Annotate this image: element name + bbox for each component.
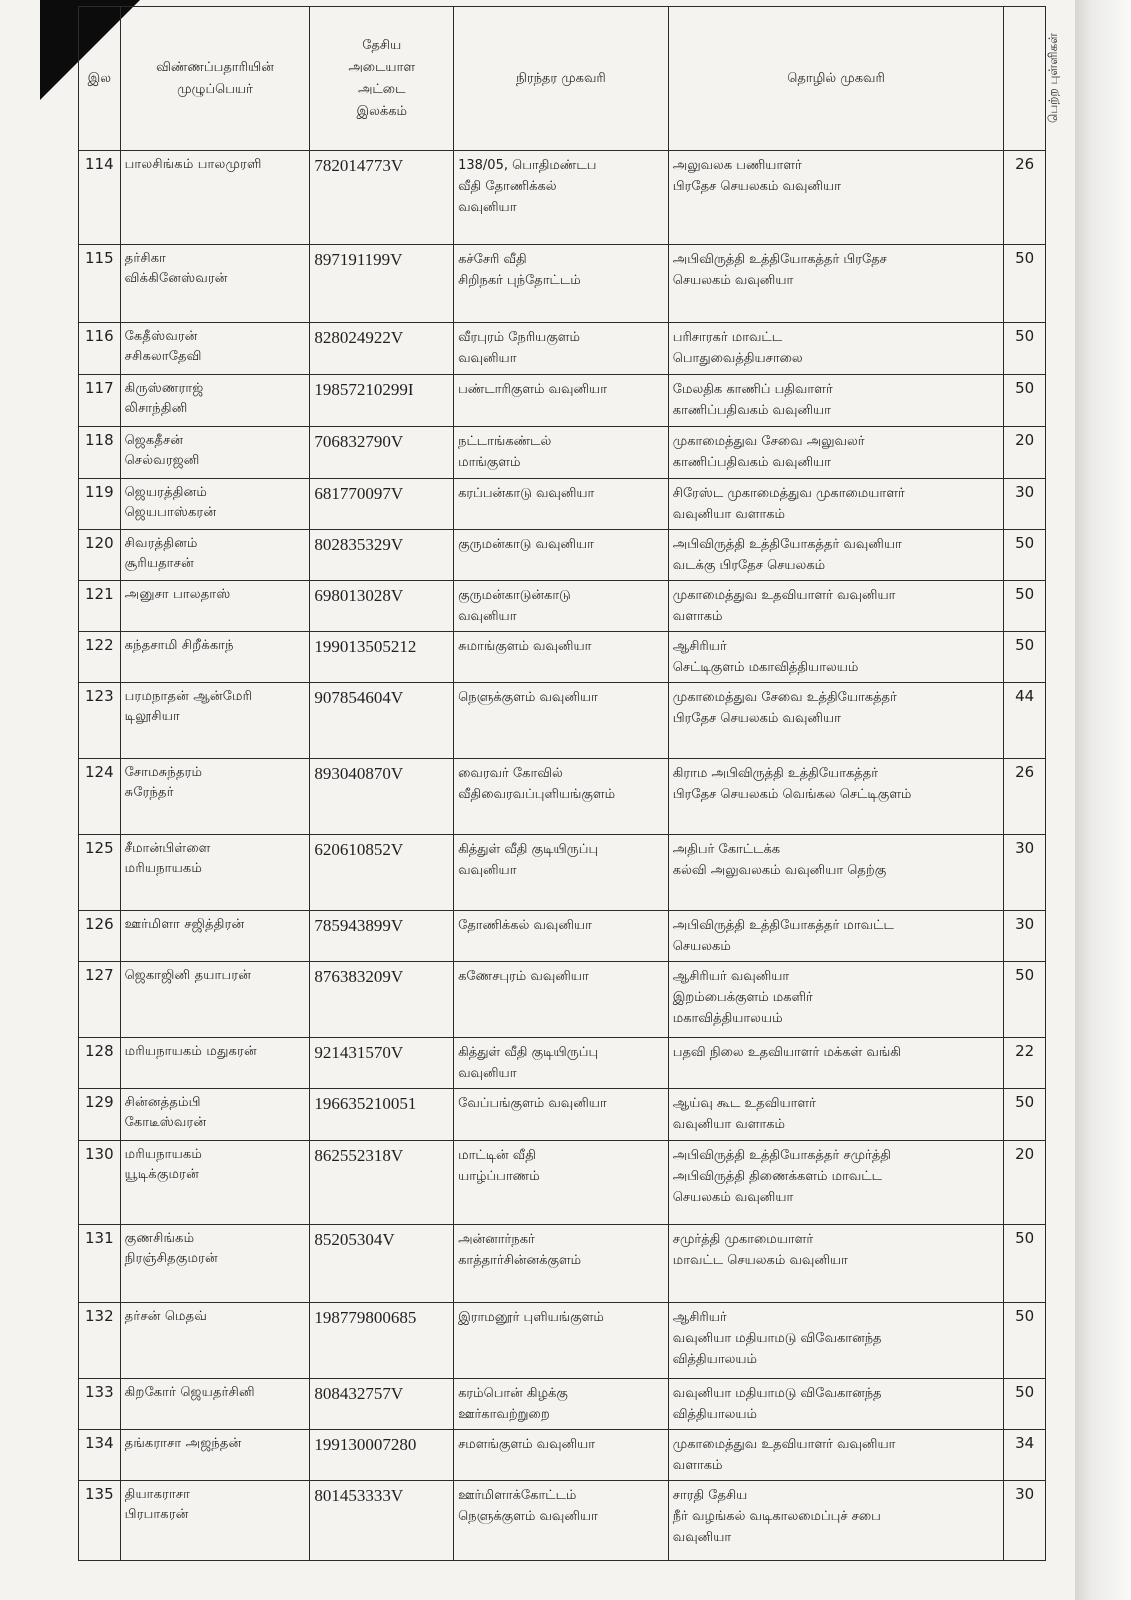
permanent-address-text: குருமன்காடுன்காடு வவுனியா: [458, 588, 571, 624]
serial-number: [79, 759, 121, 835]
marks-obtained: [1004, 1303, 1046, 1379]
serial-number: [79, 911, 121, 962]
permanent-address-text: இராமனூர் புளியங்குளம்: [458, 1310, 604, 1325]
nic-number-text: 196635210051: [314, 1094, 417, 1113]
table-row: [79, 1303, 1046, 1379]
work-address: [668, 962, 1004, 1038]
work-address-text: அலுவலக பணியாளர் பிரதேச செயலகம் வவுனியா: [672, 158, 841, 194]
work-address-text: பரிசாரகர் மாவட்ட பொதுவைத்தியசாலை: [672, 330, 803, 366]
nic-number-text: 802835329V: [314, 535, 404, 554]
applicant-name: [120, 375, 310, 427]
applicant-name: [120, 245, 310, 323]
permanent-address-text: பண்டாரிகுளம் வவுனியா: [458, 382, 607, 397]
marks-obtained: [1004, 1225, 1046, 1303]
nic-number-text: 921431570V: [314, 1043, 404, 1062]
nic-number-text: 198779800685: [314, 1308, 417, 1327]
nic-number: [310, 581, 454, 632]
nic-number: [310, 151, 454, 245]
serial-number: [79, 530, 121, 581]
serial-number: [79, 1038, 121, 1089]
serial-number-text: 116: [85, 327, 114, 345]
nic-number-text: 785943899V: [314, 916, 404, 935]
work-address-text: சிரேஸ்ட முகாமைத்துவ முகாமையாளர் வவுனியா வளாகம்: [672, 486, 905, 522]
applicant-name: [120, 151, 310, 245]
serial-number: [79, 1481, 121, 1561]
work-address-text: சாரதி தேசிய நீர் வழங்கல் வடிகாலமைப்புச் சபை வவுனியா: [672, 1488, 881, 1545]
marks-obtained: [1004, 323, 1046, 375]
work-address-text: அபிவிருத்தி உத்தியோகத்தர் பிரதேச செயலகம் வவுனியா: [672, 252, 887, 288]
applicant-name-text: ஊர்மிளா சஜித்திரன்: [124, 917, 245, 932]
serial-number-text: 124: [85, 763, 114, 781]
table-row: [79, 835, 1046, 911]
serial-number: [79, 245, 121, 323]
marks-obtained: [1004, 1481, 1046, 1561]
permanent-address-text: வேப்பங்குளம் வவுனியா: [458, 1096, 607, 1111]
marks-obtained: [1004, 962, 1046, 1038]
marks-obtained-text: 44: [1015, 687, 1035, 705]
applicant-name-text: கேதீஸ்வரன் சசிகலாதேவி: [124, 329, 202, 364]
header-name: விண்ணப்பதாரியின் முழுப்பெயர்: [120, 7, 310, 151]
page-edge-shadow: [1075, 0, 1131, 1600]
applicant-name: [120, 479, 310, 530]
serial-number-text: 122: [85, 636, 114, 654]
marks-obtained-text: 50: [1015, 1229, 1035, 1247]
applicant-name-text: கிறகோர் ஜெயதர்சினி: [124, 1385, 255, 1400]
work-address-text: ஆசிரியர் வவுனியா இறம்பைக்குளம் மகளிர் மகாவித்தியாலயம்: [672, 969, 813, 1026]
permanent-address: [454, 1430, 669, 1481]
serial-number: [79, 962, 121, 1038]
applicant-name: [120, 1038, 310, 1089]
serial-number-text: 126: [85, 915, 114, 933]
table-row: [79, 1430, 1046, 1481]
serial-number-text: 133: [85, 1383, 114, 1401]
table-row: [79, 1038, 1046, 1089]
permanent-address-text: கித்துள் வீதி குடியிருப்பு வவுனியா: [458, 1045, 599, 1081]
header-marks: பெற்ற புள்ளிகள்: [1004, 7, 1046, 151]
applicant-name: [120, 427, 310, 479]
table-row: [79, 530, 1046, 581]
nic-number-text: 698013028V: [314, 586, 404, 605]
header-address: நிரந்தர முகவரி: [454, 7, 669, 151]
applicant-name: [120, 1430, 310, 1481]
table-row: [79, 1141, 1046, 1225]
applicant-name: [120, 683, 310, 759]
marks-obtained-text: 26: [1015, 763, 1035, 781]
permanent-address-text: கச்சேரி வீதி சிறிநகர் புந்தோட்டம்: [458, 252, 581, 288]
marks-obtained-text: 50: [1015, 1383, 1035, 1401]
permanent-address: [454, 1481, 669, 1561]
nic-number-text: 199130007280: [314, 1435, 417, 1454]
marks-obtained-text: 50: [1015, 966, 1035, 984]
applicant-table: [78, 6, 1061, 1561]
work-address: [668, 479, 1004, 530]
work-address-text: கிராம அபிவிருத்தி உத்தியோகத்தர் பிரதேச செயலகம் வெங்கல செட்டிகுளம்: [672, 766, 912, 802]
applicant-name: [120, 323, 310, 375]
table-row: [79, 632, 1046, 683]
nic-number: [310, 1481, 454, 1561]
permanent-address-text: கரப்பன்காடு வவுனியா: [458, 486, 595, 501]
applicant-name-text: தங்கராசா அஜந்தன்: [124, 1436, 242, 1451]
table-row: [79, 151, 1046, 245]
permanent-address-text: தோணிக்கல் வவுனியா: [458, 918, 592, 933]
applicant-name-text: தர்சிகா விக்கினேஸ்வரன்: [124, 251, 228, 286]
applicant-name-text: சீமான்பிள்ளை மரியநாயகம்: [124, 841, 211, 876]
permanent-address: [454, 759, 669, 835]
serial-number-text: 134: [85, 1434, 114, 1452]
serial-number-text: 121: [85, 585, 114, 603]
permanent-address: [454, 1089, 669, 1141]
applicant-name-text: மரியநாயகம் மதுகரன்: [124, 1044, 257, 1059]
marks-obtained: [1004, 151, 1046, 245]
marks-obtained-text: 50: [1015, 1307, 1035, 1325]
marks-obtained: [1004, 1038, 1046, 1089]
permanent-address-text: நெளுக்குளம் வவுனியா: [458, 690, 598, 705]
permanent-address-text: கித்துள் வீதி குடியிருப்பு வவுனியா: [458, 842, 599, 878]
marks-obtained: [1004, 427, 1046, 479]
marks-obtained: [1004, 911, 1046, 962]
serial-number: [79, 1225, 121, 1303]
work-address: [668, 835, 1004, 911]
nic-number-text: 681770097V: [314, 484, 404, 503]
marks-obtained-text: 50: [1015, 534, 1035, 552]
permanent-address: [454, 911, 669, 962]
nic-number: [310, 962, 454, 1038]
marks-obtained: [1004, 632, 1046, 683]
serial-number-text: 115: [85, 249, 114, 267]
applicant-name: [120, 632, 310, 683]
work-address-text: ஆய்வு கூட உதவியாளர் வவுனியா வளாகம்: [672, 1096, 816, 1132]
permanent-address: [454, 375, 669, 427]
nic-number: [310, 683, 454, 759]
work-address: [668, 530, 1004, 581]
serial-number: [79, 479, 121, 530]
marks-obtained: [1004, 1430, 1046, 1481]
applicant-name: [120, 911, 310, 962]
marks-obtained: [1004, 245, 1046, 323]
marks-obtained-text: 20: [1015, 431, 1035, 449]
applicant-name-text: கிருஸ்ணராஜ் லிசாந்தினி: [124, 381, 204, 416]
table-row: [79, 245, 1046, 323]
marks-obtained-text: 30: [1015, 915, 1035, 933]
permanent-address: [454, 323, 669, 375]
work-address: [668, 427, 1004, 479]
marks-obtained-text: 50: [1015, 1093, 1035, 1111]
permanent-address: [454, 1303, 669, 1379]
marks-obtained: [1004, 1141, 1046, 1225]
nic-number: [310, 323, 454, 375]
serial-number-text: 119: [85, 483, 114, 501]
work-address: [668, 245, 1004, 323]
serial-number: [79, 1430, 121, 1481]
permanent-address-text: சுமாங்குளம் வவுனியா: [458, 639, 592, 654]
permanent-address-text: சமளங்குளம் வவுனியா: [458, 1437, 596, 1452]
nic-number: [310, 1303, 454, 1379]
serial-number: [79, 835, 121, 911]
work-address: [668, 1481, 1004, 1561]
applicant-name: [120, 1481, 310, 1561]
work-address-text: சமுர்த்தி முகாமையாளர் மாவட்ட செயலகம் வவுனியா: [672, 1232, 848, 1268]
serial-number-text: 130: [85, 1145, 114, 1163]
marks-obtained-text: 22: [1015, 1042, 1035, 1060]
work-address-text: முகாமைத்துவ உதவியாளர் வவுனியா வளாகம்: [672, 588, 896, 624]
marks-obtained-text: 30: [1015, 483, 1035, 501]
table-row: [79, 1089, 1046, 1141]
work-address: [668, 1430, 1004, 1481]
nic-number: [310, 835, 454, 911]
nic-number-text: 876383209V: [314, 967, 404, 986]
table-row: [79, 1481, 1046, 1561]
marks-obtained: [1004, 530, 1046, 581]
nic-number-text: 706832790V: [314, 432, 404, 451]
nic-number: [310, 479, 454, 530]
marks-obtained-text: 34: [1015, 1434, 1035, 1452]
work-address: [668, 1225, 1004, 1303]
work-address-text: ஆசிரியர் செட்டிகுளம் மகாவித்தியாலயம்: [672, 639, 859, 675]
nic-number-text: 808432757V: [314, 1384, 404, 1403]
permanent-address: [454, 581, 669, 632]
nic-number: [310, 245, 454, 323]
marks-obtained-text: 50: [1015, 327, 1035, 345]
applicant-name-text: சின்னத்தம்பி கோடீஸ்வரன்: [124, 1095, 207, 1130]
applicant-name: [120, 835, 310, 911]
nic-number-text: 828024922V: [314, 328, 404, 347]
work-address-text: வவுனியா மதியாமடு விவேகானந்த வித்தியாலயம்: [672, 1386, 882, 1422]
applicant-name: [120, 530, 310, 581]
marks-obtained-text: 50: [1015, 636, 1035, 654]
serial-number-text: 129: [85, 1093, 114, 1111]
serial-number: [79, 1089, 121, 1141]
nic-number-text: 782014773V: [314, 156, 404, 175]
marks-obtained: [1004, 1379, 1046, 1430]
marks-obtained: [1004, 479, 1046, 530]
table-row: [79, 479, 1046, 530]
permanent-address-text: கணேசபுரம் வவுனியா: [458, 969, 589, 984]
serial-number: [79, 427, 121, 479]
work-address-text: மேலதிக காணிப் பதிவாளர் காணிப்பதிவகம் வவுனியா: [672, 382, 833, 418]
applicant-name-text: கந்தசாமி சிறீக்காந்: [124, 638, 234, 653]
header-sn: இல: [79, 7, 121, 151]
nic-number: [310, 1141, 454, 1225]
applicant-name-text: பாலசிங்கம் பாலமுரளி: [124, 157, 262, 172]
serial-number-text: 123: [85, 687, 114, 705]
permanent-address: [454, 962, 669, 1038]
nic-number-text: 19857210299I: [314, 380, 414, 399]
permanent-address: [454, 1225, 669, 1303]
nic-number: [310, 1089, 454, 1141]
nic-number-text: 897191199V: [314, 250, 403, 269]
permanent-address: [454, 632, 669, 683]
marks-obtained-text: 50: [1015, 379, 1035, 397]
applicant-name-text: ஜெயரத்தினம் ஜெயபாஸ்கரன்: [124, 485, 217, 520]
work-address: [668, 683, 1004, 759]
table-row: [79, 911, 1046, 962]
permanent-address: [454, 1379, 669, 1430]
applicant-name: [120, 1303, 310, 1379]
serial-number-text: 132: [85, 1307, 114, 1325]
permanent-address: [454, 530, 669, 581]
table-row: [79, 323, 1046, 375]
table-row: [79, 581, 1046, 632]
applicant-name: [120, 1225, 310, 1303]
work-address: [668, 1038, 1004, 1089]
applicant-name-text: சிவரத்தினம் சூரியதாசன்: [124, 536, 198, 571]
nic-number: [310, 530, 454, 581]
marks-obtained-text: 30: [1015, 1485, 1035, 1503]
nic-number: [310, 1038, 454, 1089]
permanent-address-text: 138/05, பொதிமண்டப வீதி தோணிக்கல் வவுனியா: [458, 158, 597, 215]
permanent-address-text: வைரவர் கோவில் வீதிவைரவப்புளியங்குளம்: [458, 766, 616, 802]
nic-number-text: 862552318V: [314, 1146, 404, 1165]
applicant-name: [120, 759, 310, 835]
marks-obtained: [1004, 835, 1046, 911]
applicant-name-text: ஜெகதீசன் செல்வரஜனி: [124, 433, 200, 468]
work-address: [668, 911, 1004, 962]
work-address: [668, 632, 1004, 683]
nic-number: [310, 1225, 454, 1303]
permanent-address-text: ஊர்மிளாக்கோட்டம் நெளுக்குளம் வவுனியா: [458, 1488, 598, 1524]
serial-number: [79, 1141, 121, 1225]
work-address-text: அபிவிருத்தி உத்தியோகத்தர் வவுனியா வடக்கு பிரதேச செயலகம்: [672, 537, 902, 573]
nic-number: [310, 1430, 454, 1481]
work-address: [668, 323, 1004, 375]
permanent-address-text: அன்னார்நகர் காத்தார்சின்னக்குளம்: [458, 1232, 582, 1268]
work-address: [668, 1089, 1004, 1141]
serial-number-text: 117: [85, 379, 114, 397]
marks-obtained: [1004, 683, 1046, 759]
permanent-address: [454, 1141, 669, 1225]
table-row: [79, 375, 1046, 427]
applicant-name-text: அனுசா பாலதாஸ்: [124, 587, 231, 602]
applicant-name: [120, 962, 310, 1038]
serial-number: [79, 1303, 121, 1379]
work-address-text: அபிவிருத்தி உத்தியோகத்தர் சமுர்த்தி அபிவிருத்தி திணைக்களம் மாவட்ட செயலகம் வவுனியா: [672, 1148, 891, 1205]
applicant-name-text: குணசிங்கம் நிரஞ்சிதகுமரன்: [124, 1231, 218, 1266]
applicant-name-text: ஜெகாஜினி தயாபரன்: [124, 968, 252, 983]
table-row: [79, 683, 1046, 759]
table-row: [79, 1225, 1046, 1303]
nic-number-text: 199013505212: [314, 637, 417, 656]
work-address-text: முகாமைத்துவ சேவை உத்தியோகத்தர் பிரதேச செயலகம் வவுனியா: [672, 690, 897, 726]
work-address-text: முகாமைத்துவ உதவியாளர் வவுனியா வளாகம்: [672, 1437, 896, 1473]
marks-obtained-text: 50: [1015, 585, 1035, 603]
nic-number: [310, 375, 454, 427]
permanent-address: [454, 151, 669, 245]
serial-number-text: 127: [85, 966, 114, 984]
nic-number: [310, 427, 454, 479]
applicant-name: [120, 1379, 310, 1430]
work-address: [668, 1379, 1004, 1430]
nic-number: [310, 1379, 454, 1430]
work-address-text: முகாமைத்துவ சேவை அலுவலர் காணிப்பதிவகம் வவுனியா: [672, 434, 865, 470]
serial-number-text: 125: [85, 839, 114, 857]
nic-number-text: 907854604V: [314, 688, 404, 707]
table-header-row: [79, 7, 1046, 151]
marks-obtained-text: 30: [1015, 839, 1035, 857]
applicant-name-text: தர்சன் மெதவ்: [124, 1309, 207, 1324]
nic-number: [310, 759, 454, 835]
permanent-address-text: மாட்டின் வீதி யாழ்ப்பாணம்: [458, 1148, 540, 1184]
header-nic: தேசிய அடையாள அட்டை இலக்கம்: [310, 7, 454, 151]
nic-number: [310, 632, 454, 683]
applicant-name-text: மரியநாயகம் யூடிக்குமரன்: [124, 1147, 203, 1182]
work-address-text: அபிவிருத்தி உத்தியோகத்தர் மாவட்ட செயலகம்: [672, 918, 894, 954]
header-job: தொழில் முகவரி: [668, 7, 1004, 151]
work-address-text: ஆசிரியர் வவுனியா மதியாமடு விவேகானந்த வித்தியாலயம்: [672, 1310, 882, 1367]
serial-number-text: 118: [85, 431, 114, 449]
work-address: [668, 581, 1004, 632]
marks-obtained-text: 20: [1015, 1145, 1035, 1163]
nic-number-text: 893040870V: [314, 764, 404, 783]
work-address: [668, 375, 1004, 427]
permanent-address: [454, 245, 669, 323]
work-address: [668, 1303, 1004, 1379]
serial-number-text: 128: [85, 1042, 114, 1060]
serial-number: [79, 581, 121, 632]
serial-number: [79, 683, 121, 759]
applicant-name-text: சோமசுந்தரம் சுரேந்தர்: [124, 765, 203, 800]
permanent-address: [454, 835, 669, 911]
serial-number: [79, 1379, 121, 1430]
serial-number-text: 114: [85, 155, 114, 173]
applicant-name: [120, 1089, 310, 1141]
applicant-name-text: தியாகராசா பிரபாகரன்: [124, 1487, 191, 1522]
nic-number-text: 620610852V: [314, 840, 404, 859]
applicant-name: [120, 581, 310, 632]
table-row: [79, 759, 1046, 835]
work-address: [668, 151, 1004, 245]
permanent-address: [454, 683, 669, 759]
permanent-address: [454, 427, 669, 479]
permanent-address-text: கரம்பொன் கிழக்கு ஊர்காவற்றுறை: [458, 1386, 568, 1422]
nic-number-text: 85205304V: [314, 1230, 395, 1249]
table-row: [79, 427, 1046, 479]
permanent-address: [454, 1038, 669, 1089]
permanent-address-text: நட்டாங்கண்டல் மாங்குளம்: [458, 434, 552, 470]
applicant-name: [120, 1141, 310, 1225]
work-address-text: பதவி நிலை உதவியாளர் மக்கள் வங்கி: [672, 1045, 901, 1060]
table-row: [79, 1379, 1046, 1430]
serial-number: [79, 375, 121, 427]
marks-obtained: [1004, 581, 1046, 632]
work-address-text: அதிபர் கோட்டக்க கல்வி அலுவலகம் வவுனியா தெற்கு: [672, 842, 887, 878]
nic-number-text: 801453333V: [314, 1486, 404, 1505]
marks-obtained-text: 50: [1015, 249, 1035, 267]
serial-number-text: 131: [85, 1229, 114, 1247]
table-row: [79, 962, 1046, 1038]
serial-number: [79, 632, 121, 683]
permanent-address-text: வீரபுரம் நேரியகுளம் வவுனியா: [458, 330, 580, 366]
permanent-address: [454, 479, 669, 530]
serial-number: [79, 323, 121, 375]
nic-number: [310, 911, 454, 962]
permanent-address-text: குருமன்காடு வவுனியா: [458, 537, 594, 552]
marks-obtained: [1004, 1089, 1046, 1141]
marks-obtained-text: 26: [1015, 155, 1035, 173]
marks-obtained: [1004, 375, 1046, 427]
applicant-name-text: பரமநாதன் ஆன்மேரி டிலூசியா: [124, 689, 253, 724]
marks-obtained: [1004, 759, 1046, 835]
serial-number-text: 120: [85, 534, 114, 552]
serial-number: [79, 151, 121, 245]
work-address: [668, 759, 1004, 835]
work-address: [668, 1141, 1004, 1225]
serial-number-text: 135: [85, 1485, 114, 1503]
